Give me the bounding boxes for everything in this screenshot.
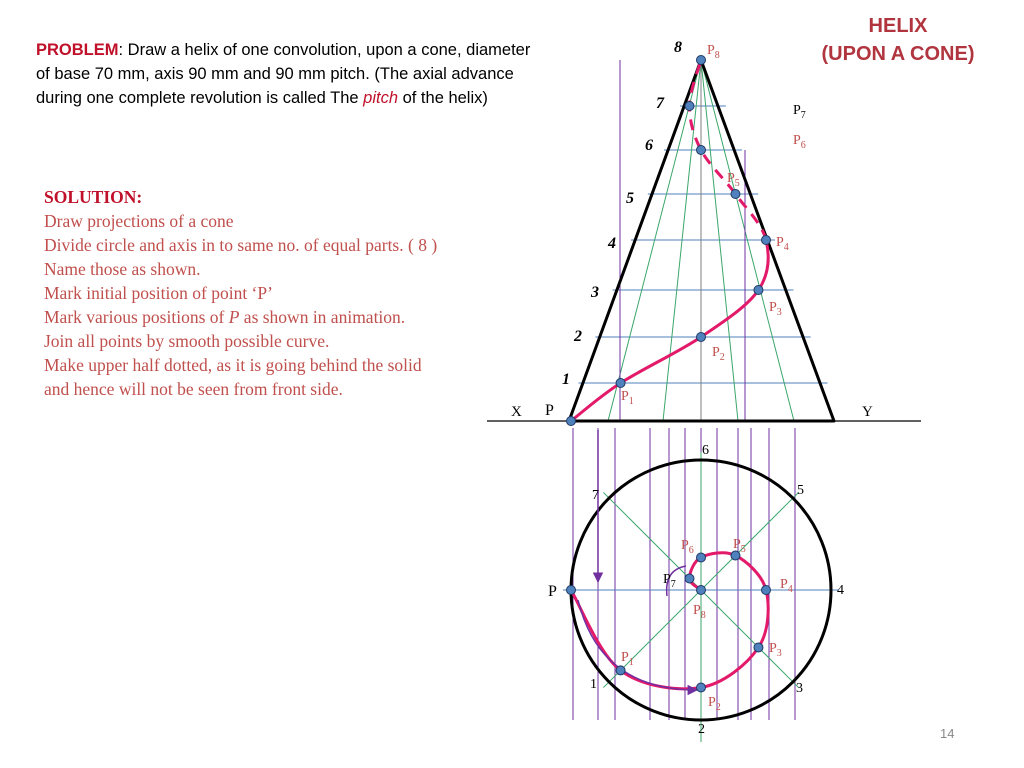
solution-heading: SOLUTION: (44, 187, 143, 207)
solution-step: Divide circle and axis in to same no. of equal parts. ( 8 ) (44, 235, 438, 255)
tv-division-label-7: 7 (592, 488, 599, 503)
fv-point-label-8: $P_8$ (707, 43, 720, 61)
step5-pre: Mark various positions of (44, 307, 229, 327)
axis-division-label-7: 7 (656, 95, 664, 112)
tv-point-p5 (731, 551, 740, 560)
tv-point-p8 (697, 586, 706, 595)
fv-p-label: P (545, 402, 554, 419)
tv-point-label-1: $P_1$ (621, 650, 634, 668)
tv-point-label-6: $P_6$ (681, 538, 694, 556)
fv-point-label-6: $P_6$ (793, 133, 806, 151)
tv-division-label-5: 5 (797, 483, 804, 498)
tv-point-label-2: $P_2$ (708, 695, 721, 713)
fv-point-p2 (697, 333, 706, 342)
tv-p-label: P (548, 583, 557, 600)
problem-label: PROBLEM (36, 41, 119, 59)
fv-point-p4 (762, 236, 771, 245)
tv-point-label-3: $P_3$ (769, 641, 782, 659)
fv-point-p5 (731, 190, 740, 199)
problem-text-2: of the helix) (398, 89, 488, 107)
fv-point-p (567, 417, 576, 426)
tv-point-p6 (697, 553, 706, 562)
tv-division-label-6: 6 (702, 443, 709, 458)
axis-division-label-1: 1 (562, 371, 570, 388)
tv-point-p4 (762, 586, 771, 595)
tv-point-label-8: $P_8$ (693, 603, 706, 621)
solution-step: Make upper half dotted, as it is going behind the solid (44, 355, 422, 375)
step5-post: as shown in animation. (239, 307, 406, 327)
tv-division-label-3: 3 (796, 681, 803, 696)
axis-division-label-6: 6 (645, 137, 653, 154)
tv-point-label-7: $P_7$ (663, 572, 676, 590)
solution-step: Name those as shown. (44, 259, 201, 279)
problem-text-1: : Draw a helix of one convolution, upon a cone, diameter of base 70 mm, axis 90 mm and 90 mm pitch. (The axial advance during one complete revolution is called The (36, 41, 531, 107)
tv-division-label-4: 4 (837, 583, 844, 598)
fv-point-p6 (697, 146, 706, 155)
solution-step: Join all points by smooth possible curve. (44, 331, 330, 351)
axis-division-label-8: 8 (674, 39, 682, 56)
axis-division-label-5: 5 (626, 190, 634, 207)
solution-step: and hence will not be seen from front side. (44, 379, 343, 399)
tv-division-label-2: 2 (698, 722, 705, 737)
axis-division-label-2: 2 (574, 328, 582, 345)
tv-point-label-4: $P_4$ (780, 577, 793, 595)
tv-point-label-5: $P_5$ (733, 537, 746, 555)
fv-point-label-7: $P_7$ (793, 103, 806, 121)
fv-point-label-1: $P_1$ (621, 389, 634, 407)
tv-point-p2 (697, 683, 706, 692)
tv-division-label-1: 1 (590, 677, 597, 692)
step5-p: P (228, 307, 240, 327)
fv-point-p7 (685, 102, 694, 111)
axis-division-label-4: 4 (608, 235, 616, 252)
tv-point-p1 (616, 666, 625, 675)
fv-point-p3 (754, 286, 763, 295)
fv-point-label-5: $P_5$ (727, 171, 740, 189)
title-line-2: (UPON A CONE) (821, 43, 975, 65)
solution-step: Mark initial position of point ‘P’ (44, 283, 273, 303)
page-number: 14 (940, 726, 955, 741)
fv-point-p1 (616, 379, 625, 388)
fv-point-label-2: $P_2$ (712, 345, 725, 363)
solution-step: Draw projections of a cone (44, 211, 234, 231)
pitch-word: pitch (363, 89, 398, 107)
title-line-1: HELIX (868, 15, 928, 37)
helix-curves (571, 60, 768, 690)
fv-point-p8 (697, 56, 706, 65)
fv-point-label-4: $P_4$ (776, 235, 789, 253)
x-label: X (511, 404, 522, 420)
fv-point-label-3: $P_3$ (769, 300, 782, 318)
construction-lines (487, 60, 921, 742)
tv-point-p (567, 586, 576, 595)
tv-point-p3 (754, 643, 763, 652)
y-label: Y (862, 404, 873, 420)
axis-division-label-3: 3 (591, 284, 599, 301)
tv-point-p7 (685, 574, 694, 583)
